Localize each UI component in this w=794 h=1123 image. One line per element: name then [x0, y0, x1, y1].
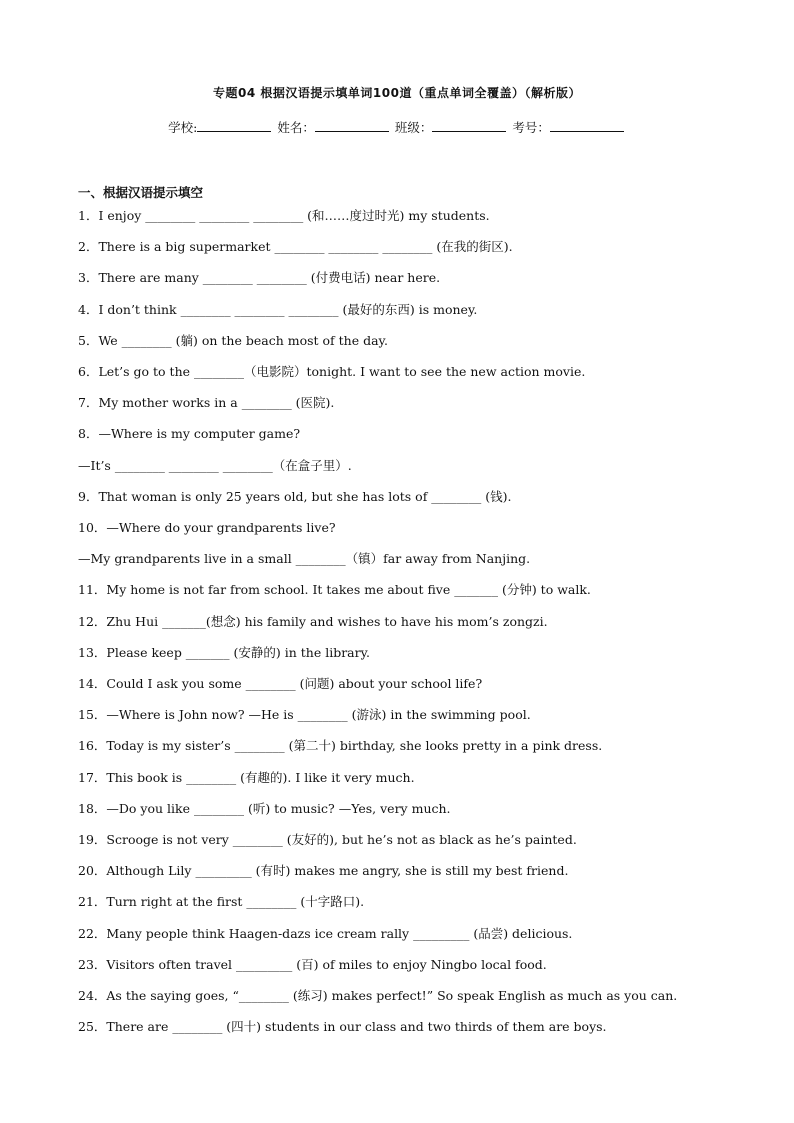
question-line: 2．There is a big supermarket ________ ________ ________ (在我的街区).: [78, 239, 513, 254]
class-label: 班级：: [394, 120, 433, 135]
question-line: 20．Although Lily _________ (有时) makes me angry, she is still my best friend.: [78, 863, 569, 878]
question-line: 5．We ________ (躺) on the beach most of the day.: [78, 333, 388, 348]
question-line: 21．Turn right at the first ________ (十字路口).: [78, 894, 365, 909]
question-line: 22．Many people think Haagen-dazs ice cream rally _________ (品尝) delicious.: [78, 926, 573, 941]
question-line: 10．—Where do your grandparents live?: [78, 520, 336, 535]
school-label: 学校:: [168, 120, 198, 135]
name-label: 姓名：: [277, 120, 315, 135]
question-line: 9．That woman is only 25 years old, but she has lots of ________ (钱).: [78, 489, 512, 504]
question-line: —My grandparents live in a small ________（镇）far away from Nanjing.: [78, 551, 531, 566]
question-line: 7．My mother works in a ________ (医院).: [78, 395, 335, 410]
question-line: 17．This book is ________ (有趣的). I like it very much.: [78, 770, 415, 785]
question-line: 19．Scrooge is not very ________ (友好的), but he’s not as black as he’s painted.: [78, 832, 577, 847]
question-line: 8．—Where is my computer game?: [78, 426, 301, 441]
student-info-line: [0, 118, 794, 136]
question-line: 25．There are ________ (四十) students in our class and two thirds of them are boys.: [78, 1019, 607, 1034]
exam-number-label: 考号：: [512, 120, 550, 135]
question-line: 12．Zhu Hui _______(想念) his family and wishes to have his mom’s zongzi.: [78, 614, 548, 629]
question-line: 11．My home is not far from school. It takes me about five _______ (分钟) to walk.: [78, 582, 591, 597]
question-line: 6．Let’s go to the ________（电影院）tonight. I want to see the new action movie.: [78, 364, 586, 379]
section-title: 一、根据汉语提示填空: [78, 185, 204, 200]
question-line: 16．Today is my sister’s ________ (第二十) birthday, she looks pretty in a pink dress.: [78, 738, 603, 753]
question-line: 24．As the saying goes, “________ (练习) makes perfect!” So speak English as much as you can.: [78, 988, 678, 1003]
question-line: 23．Visitors often travel _________ (百) of miles to enjoy Ningbo local food.: [78, 957, 547, 972]
question-line: —It’s ________ ________ ________（在盒子里）.: [78, 458, 352, 473]
question-line: 4．I don’t think ________ ________ ________ (最好的东西) is money.: [78, 302, 478, 317]
question-line: 18．—Do you like ________ (听) to music? —Yes, very much.: [78, 801, 451, 816]
question-line: 13．Please keep _______ (安静的) in the library.: [78, 645, 370, 660]
question-line: 15．—Where is John now? —He is ________ (游泳) in the swimming pool.: [78, 707, 531, 722]
question-line: 1．I enjoy ________ ________ ________ (和……度过时光) my students.: [78, 208, 490, 223]
question-line: 14．Could I ask you some ________ (问题) about your school life?: [78, 676, 483, 691]
page-title: 专题04 根据汉语提示填单词100道（重点单词全覆盖）（解析版）: [213, 86, 581, 100]
school-blank[interactable]: [197, 119, 271, 132]
exam-number-blank[interactable]: [550, 119, 624, 132]
question-line: 3．There are many ________ ________ (付费电话) near here.: [78, 270, 441, 285]
class-blank[interactable]: [432, 119, 506, 132]
name-blank[interactable]: [315, 119, 389, 132]
